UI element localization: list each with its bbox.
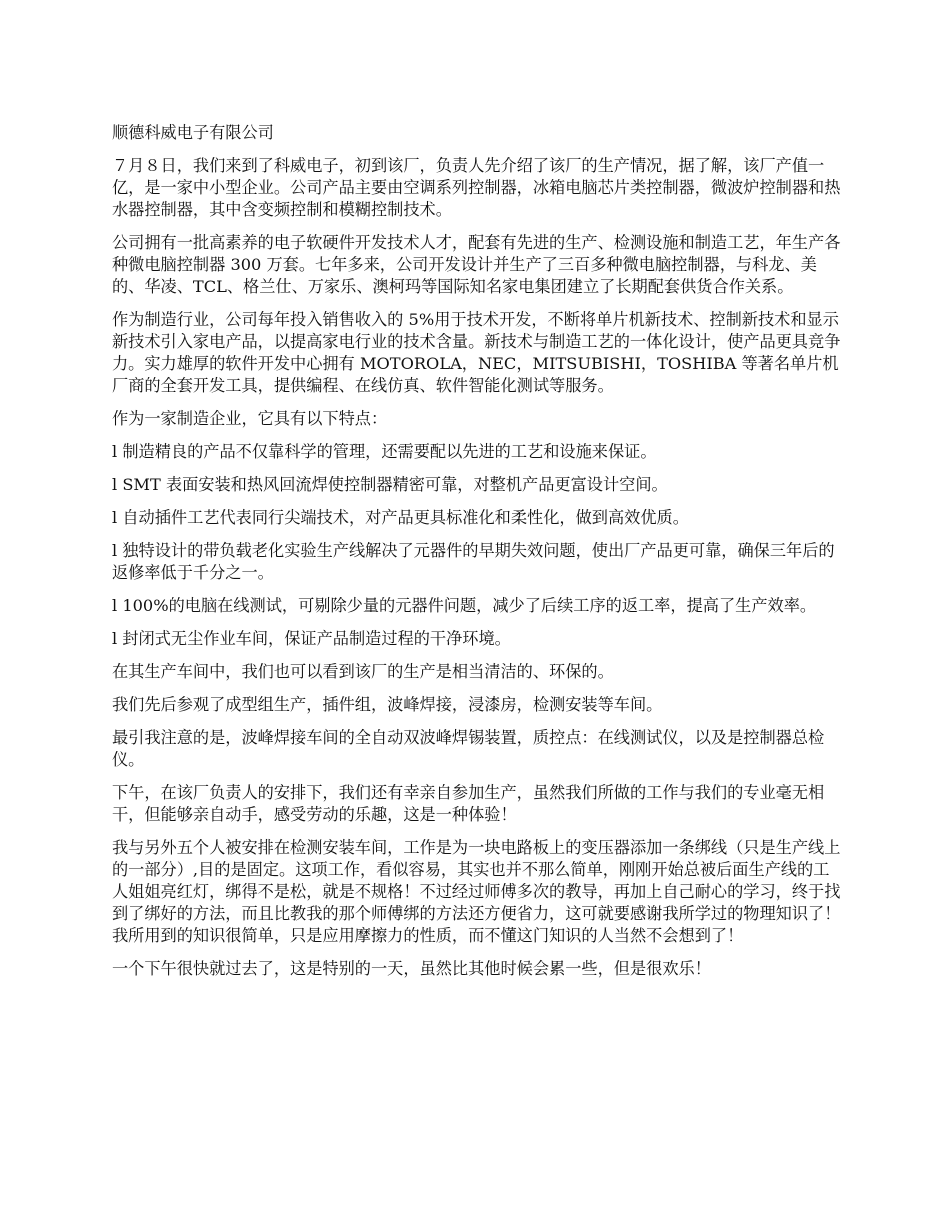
paragraph-features-intro: 作为一家制造企业，它具有以下特点： [112,409,388,428]
document-title: 顺德科威电子有限公司 [112,123,274,142]
list-item-feature-online-test: l 100%的电脑在线测试，可剔除少量的元器件问题，减少了后续工序的返工率，提高了生产效率。 [112,596,817,615]
paragraph-afternoon-work: 下午，在该厂负责人的安排下，我们还有幸亲自参加生产，虽然我们所做的工作与我们的专业毫无相干，但能够亲自动手，感受劳动的乐趣，这是一种体验！ [112,783,825,824]
list-item-feature-dust-free: l 封闭式无尘作业车间，保证产品制造过程的干净环境。 [112,629,511,648]
paragraph-wave-soldering: 最引我注意的是，波峰焊接车间的全自动双波峰焊锡装置，质控点：在线测试仪，以及是控制器总检仪。 [112,728,825,769]
document-body [112,122,842,991]
paragraph-company-talent: 公司拥有一批高素养的电子软硬件开发技术人才，配套有先进的生产、检测设施和制造工艺，年生产各种微电脑控制器 300 万套。七年多来，公司开发设计并生产了三百多种微电脑控制器，与科龙、美的、华凌、TCL、格兰仕、万家乐、澳柯玛等国际知名家电集团建立了长期配套供货合作关系。 [112,233,841,296]
list-item-feature-quality: l 制造精良的产品不仅靠科学的管理，还需要配以先进的工艺和设施来保证。 [112,442,657,461]
paragraph-clean-workshop: 在其生产车间中，我们也可以看到该厂的生产是相当清洁的、环保的。 [112,662,614,681]
paragraph-visit-intro: ７月８日，我们来到了科威电子，初到该厂，负责人先介绍了该厂的生产情况，据了解，该厂产值一亿，是一家中小型企业。公司产品主要由空调系列控制器，冰箱电脑芯片类控制器，微波炉控制器和热水器控制器，其中含变频控制和模糊控制技术。 [112,156,841,219]
paragraph-workshops-visited: 我们先后参观了成型组生产，插件组，波峰焊接，浸漆房，检测安装等车间。 [112,695,663,714]
list-item-feature-auto-insertion: l 自动插件工艺代表同行尖端技术，对产品更具标准化和柔性化，做到高效优质。 [112,508,689,527]
paragraph-rnd-investment: 作为制造行业，公司每年投入销售收入的 5%用于技术开发，不断将单片机新技术、控制新技术和显示新技术引入家电产品，以提高家电行业的技术含量。新技术与制造工艺的一体化设计，使产品更具竞争力。实力雄厚的软件开发中心拥有 MOTOROLA，NEC，MITSUBISHI，TOSHIBA 等著名单片机厂商的全套开发工具，提供编程、在线仿真、软件智能化测试等服务。 [112,310,841,395]
paragraph-conclusion: 一个下午很快就过去了，这是特别的一天，虽然比其他时候会累一些，但是很欢乐！ [112,959,711,978]
list-item-feature-aging-test: l 独特设计的带负载老化实验生产线解决了元器件的早期失效问题，使出厂产品更可靠，确保三年后的返修率低于千分之一。 [112,541,835,582]
paragraph-binding-task: 我与另外五个人被安排在检测安装车间，工作是为一块电路板上的变压器添加一条绑线（只是生产线上的一部分）,目的是固定。这项工作，看似容易，其实也并不那么简单，刚刚开始总被后面生产线的工人姐姐亮红灯，绑得不是松，就是不规格！不过经过师傅多次的教导，再加上自己耐心的学习，终于找到了绑好的方法，而且比教我的那个师傅绑的方法还方便省力，这可就要感谢我所学过的物理知识了！我所用到的知识很简单，只是应用摩擦力的性质，而不懂这门知识的人当然不会想到了！ [112,838,841,945]
list-item-feature-smt: l SMT 表面安装和热风回流焊使控制器精密可靠，对整机产品更富设计空间。 [112,475,668,494]
